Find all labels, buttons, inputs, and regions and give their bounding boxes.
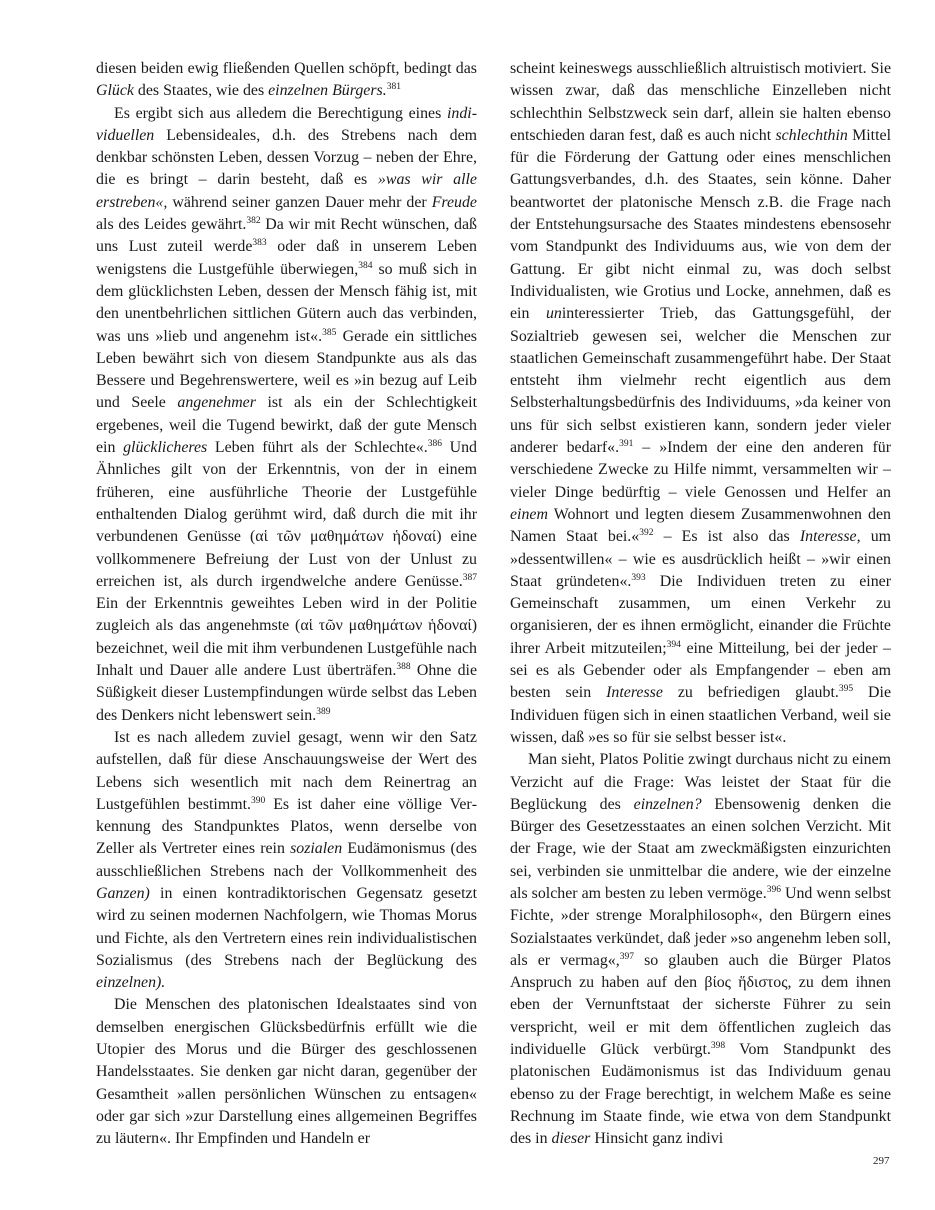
footnote-ref: 383 — [252, 238, 267, 249]
footnote-ref: 381 — [386, 82, 401, 93]
footnote-ref: 393 — [631, 572, 646, 583]
paragraph: Man sieht, Platos Politie zwingt durchaus nicht zu einem Verzicht auf die Frage: Was leistet der Staat für die Beglückung des einzelnen? Ebensowenig denken die Bürger des Gesetzesstaates an einen solchen Verzicht. Mit der Frage, wie der Staat am zweckmäßigsten einzurichten sei, verbinden sie unmittelbar die andere, wie der einzelne als solcher am besten zu leben vermöge.$^{396}$ Und wenn selbst Fichte, »der strenge Moralphilosoph«, den Bürgern eines Sozialstaates verkündet, daß jeder »so angenehm leben soll, als er vermag«,$^{397}$ so glauben auch die Bürger Platos Anspruch zu haben auf den βίος ἥδιστος, zu dem ihnen eben der Vernunftstaat der sicherste Führer zu sein verspricht, weil er mit dem öffentlichen zugleich das individuelle Glück verbürgt.$^{398}$ Vom Standpunkt des platonischen Eudämonismus ist das Individuum genau ebenso zu der Frage berechtigt, in welchem Maße es seine Rechnung im Staate finde, wie etwa von dem Standpunkt des in dieser Hinsicht ganz indivi — [510, 751, 892, 1148]
paragraph: Es ergibt sich aus alledem die Berechtigung eines individuellen Lebensideales, d.h. des Strebens nach dem denkbar schönsten Leben, dessen Vorzug – neben der Ehre, die es bringt – darin besteht, daß es »was wir alle erstreben«, während seiner ganzen Dauer mehr der Freude als des Leides gewährt.$^{382}$ Da wir mit Recht wünschen, daß uns Lust zuteil werde$^{383}$ oder daß in unserem Leben wenigstens die Lustgefühle überwiegen,$^{384}$ so muß sich in dem glücklichsten Leben, dessen der Mensch fähig ist, mit den unentbehrlichen sittlichen Gütern auch das verbinden, was uns »lieb und angenehm ist«.$^{385}$ Gerade ein sittliches Leben bewährt sich von diesem Standpunkte aus als das Bessere und Begehrenswertere, weil es »in bezug auf Leib und Seele angenehmer ist als ein der Schlechtigkeit ergebenes, weil die Tugend bewirkt, daß der gute Mensch ein glücklicheres Leben führt als der Schlechte«.$^{386}$ Und Ähnliches gilt von der Erkenntnis, von der in einem früheren, eine ausführliche Theorie der Lustgefühle enthaltenden Dialog gerühmt wird, daß durch die mit ihr verbundenen Genüsse (αἱ τῶν μαθημάτων ἡδοναί) eine vollkommenere Befreiung der Lust von der Unlust zu erreichen ist, als durch irgendwelche andere Genüsse.$^{387}$ Ein der Erkenntnis geweihtes Leben wird in der Politie zugleich als das angenehmste (αἱ τῶν μαθημάτων ἡδοναί) bezeichnet, weil die mit ihm verbundenen Lustgefühle nach Inhalt und Dauer alle andere Lust überträfen.$^{388}$ Ohne die Süßigkeit dieser Lustempfindungen würde selbst das Leben des Denkers nicht lebenswert sein.$^{389}$ — [96, 104, 477, 724]
left-column — [96, 58, 477, 1151]
footnote-ref: 388 — [396, 662, 411, 673]
footnote-ref: 389 — [316, 706, 331, 717]
footnote-ref: 395 — [838, 684, 854, 695]
footnote-ref: 382 — [246, 216, 261, 227]
footnote-ref: 396 — [766, 884, 781, 895]
paragraph: Die Menschen des platonischen Idealstaates sind von demselben energischen Glücksbedürfnis erfüllt wie die Utopier des Morus und die Bürger des geschlossenen Handelsstaates. Sie denken gar nicht daran, gegenüber der Gesamtheit »allen persönlichen Wünschen zu entsagen« oder gar sich »zur Darstellung eines allgemeinen Begriffes zu läutern«. Ihr Empfinden und Handeln er — [96, 996, 477, 1148]
footnote-ref: 394 — [666, 639, 681, 650]
footnote-ref: 390 — [250, 795, 266, 806]
footnote-ref: 397 — [619, 951, 634, 962]
paragraph: diesen beiden ewig fließenden Quellen schöpft, bedingt das Glück des Staates, wie des einzelnen Bürgers.$^{381}$ — [96, 60, 477, 100]
footnote-ref: 391 — [619, 439, 634, 450]
footnote-ref: 386 — [427, 439, 442, 450]
paragraph: scheint keineswegs ausschließlich altruistisch motiviert. Sie wissen zwar, daß das menschliche Einzelleben nicht schlechthin Selbstzweck sein darf, allein sie halten ebenso entschieden daran fest, daß es auch nicht schlechthin Mittel für die Förderung der Gattung oder eines menschlichen Gattungsverbandes, d.h. des Staates, sein könne. Daher beantwortet der platonische Mensch z.B. die Frage nach der Entstehungsursache des Staates mindestens ebensosehr vom Standpunkt des Individuums aus, wie von dem der Gattung. Er gibt nicht einmal zu, was doch selbst Individualisten, wie Grotius und Locke, annehmen, daß es ein uninteressierter Trieb, das Gattungsgefühl, der Sozialtrieb gewesen sei, welcher die Menschen zur staatlichen Gemeinschaft zusammengeführt habe. Der Staat entsteht ihm vielmehr recht eigentlich aus dem Selbsterhaltungsbedürfnis des Individuums, »da keiner von uns für sich selbst existieren kann, sondern jeder vieler anderer bedarf«.$^{391}$ – »Indem der eine den anderen für verschiedene Zwecke zu Hilfe nimmt, versammelten wir – vieler Dinge bedürftig – viele Genossen und Helfer an einem Wohnort und legten diesem Zusammenwohnen den Namen Staat bei.«$^{392}$ – Es ist also das Interesse, um »dessentwillen« – wie es ausdrücklich heißt – »wir einen Staat gründeten«.$^{393}$ Die Individuen treten zu einer Gemeinschaft zusammen, um einen Verkehr zu organisieren, der es ihnen ermöglicht, einander die Früchte ihrer Arbeit mitzuteilen;$^{394}$ eine Mitteilung, bei der jeder – sei es als Gebender oder als Empfangender – eben am besten sein Interesse zu befriedigen glaubt.$^{395}$ Die Individuen fügen sich in einen staatlichen Verband, weil sie wissen, daß »es so für sie selbst besser ist«. — [510, 60, 892, 746]
page-number: 297 — [873, 1155, 890, 1167]
footnote-ref: 384 — [358, 260, 373, 271]
footnote-ref: 387 — [462, 572, 477, 583]
footnote-ref: 398 — [710, 1041, 726, 1052]
paragraph: Ist es nach alledem zuviel gesagt, wenn wir den Satz aufstellen, daß für diese Anschauungsweise der Wert des Lebens sich wesentlich mit nach dem Reinertrag an Lustgefühlen bestimmt.$^{390}$ Es ist daher eine völlige Verkennung des Standpunktes Platos, wenn derselbe von Zeller als Vertreter eines rein sozialen Eudämonismus (des ausschließlichen Strebens nach der Vollkommenheit des Ganzen) in einen kontradiktorischen Gegensatz gesetzt wird zu seinen modernen Nachfolgern, wie Thomas Morus und Fichte, als den Vertretern eines rein individualistischen Sozialismus (des Strebens nach der Beglückung des einzelnen). — [96, 728, 477, 992]
footnote-ref: 385 — [322, 327, 337, 338]
footnote-ref: 392 — [639, 528, 654, 539]
right-column — [510, 58, 891, 1151]
